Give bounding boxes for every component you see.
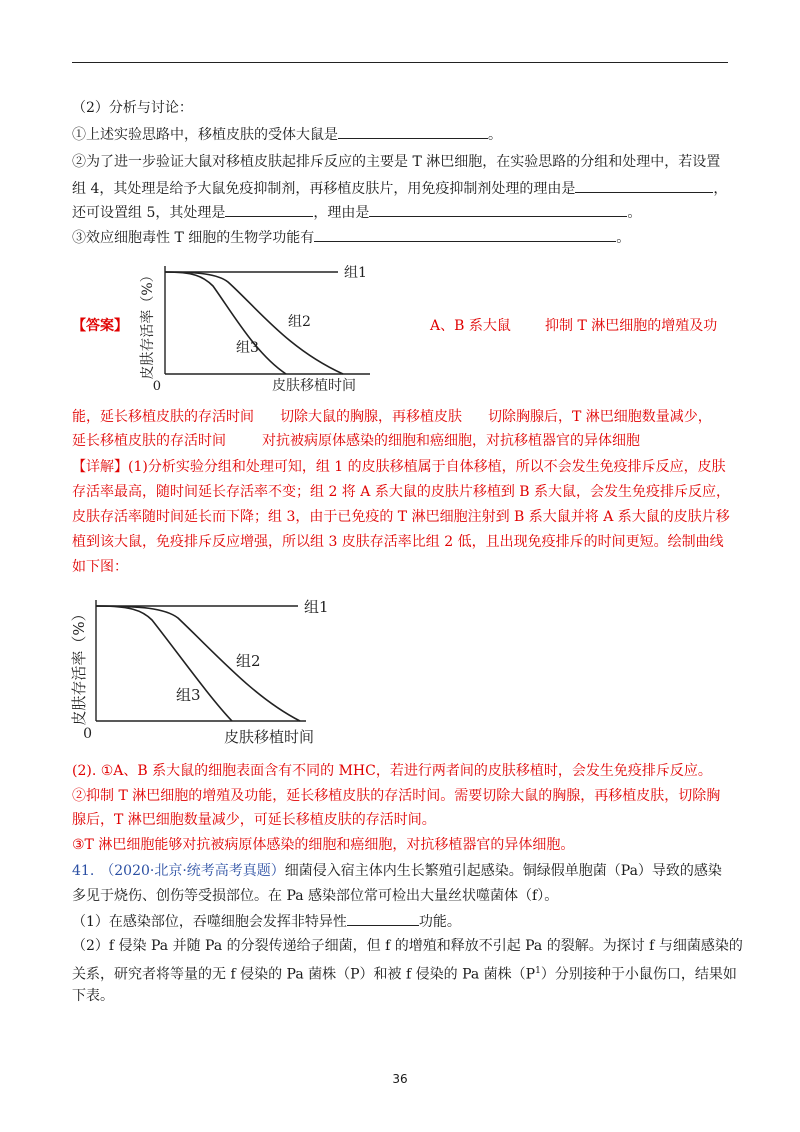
series-line-group3 [165, 272, 286, 374]
answer-blank[interactable] [575, 178, 713, 193]
question-source: （2020·北京·统考高考真题） [100, 863, 285, 879]
answer-1: A、B 系大鼠 [430, 318, 511, 334]
series-label: 组3 [176, 686, 201, 704]
q2-line-2: ②为了进一步验证大鼠对移植皮肤起排斥反应的主要是 T 淋巴细胞，在实验思路的分组和处理中，若设置 [72, 154, 721, 170]
survival-chart-svg [138, 254, 374, 396]
series-label: 组2 [288, 314, 311, 330]
detail-line-3: 皮肤存活率随时间延长而下降；组 3，由于已免疫的 T 淋巴细胞注射到 B 系大鼠并将 A 系大鼠的皮肤片移 [72, 509, 730, 525]
q41-sub-1: （1）在感染部位，吞噬细胞会发挥非特异性 功能。 [72, 911, 461, 932]
answer-blank[interactable] [369, 202, 627, 217]
page-number: 36 [392, 1072, 408, 1086]
origin-label: 0 [152, 379, 161, 394]
y-axis-label: 皮肤存活率（%） [70, 606, 88, 726]
answer-blank[interactable] [338, 124, 488, 139]
series-label: 组3 [236, 340, 259, 356]
q41-sub-2-line-1: （2）f 侵染 Pa 并随 Pa 的分裂传递给子细菌，但 f 的增殖和释放不引起 Pa 的裂解。为探讨 f 与细菌感染的 [72, 938, 743, 954]
answer-line-2: 能，延长移植皮肤的存活时间 切除大鼠的胸腺，再移植皮肤 切除胸腺后，T 淋巴细胞数量减少， [72, 409, 712, 425]
survival-chart-1 [138, 254, 374, 396]
q2-line-3: 组 4，其处理是给予大鼠免疫抑制剂，再移植皮肤片，用免疫抑制剂处理的理由是 ， [72, 178, 727, 199]
q2-line-4: 还可设置组 5，其处理是 ，理由是 。 [72, 202, 641, 223]
q41-sub-2-line-3: 下表。 [72, 988, 114, 1004]
x-axis-label: 皮肤移植时间 [224, 728, 315, 746]
answer-label: 【答案】 [72, 318, 128, 334]
q41-sub-2-line-2: 关系，研究者将等量的无 f 侵染的 Pa 菌株（P）和被 f 侵染的 Pa 菌株$(P^1)$分别接种于小鼠伤口，结果如 [72, 966, 737, 983]
series-label: 组1 [344, 265, 367, 281]
y-axis-label: 皮肤存活率（%） [140, 268, 156, 380]
q2-line-5: ③效应细胞毒性 T 细胞的生物学功能有 。 [72, 227, 630, 248]
answer-2: 抑制 T 淋巴细胞的增殖及功 [545, 318, 718, 334]
survival-chart-svg [70, 588, 370, 748]
answer-blank[interactable] [225, 202, 313, 217]
detail-line-2: 存活率最高，随时间延长存活率不变；组 2 将 A 系大鼠的皮肤片移植到 B 系大鼠，会发生免疫排斥反应， [72, 484, 731, 500]
origin-label: 0 [83, 726, 92, 742]
q41-line-1: 41. （2020·北京·统考高考真题）细菌侵入宿主体内生长繁殖引起感染。铜绿假单胞菌（Pa）导致的感染 [72, 863, 722, 879]
answer-line-3: 延长移植皮肤的存活时间 对抗被病原体感染的细胞和癌细胞，对抗移植器官的异体细胞 [72, 433, 640, 449]
detail-para-3: ②抑制 T 淋巴细胞的增殖及功能，延长移植皮肤的存活时间。需要切除大鼠的胸腺，再移植皮肤，切除胸 [72, 788, 721, 804]
detail-para-5: ③T 淋巴细胞能够对抗被病原体感染的细胞和癌细胞，对抗移植器官的异体细胞。 [72, 837, 575, 853]
series-line-group2 [165, 272, 343, 374]
q2-line-1: ①上述实验思路中，移植皮肤的受体大鼠是 。 [72, 124, 502, 145]
detail-line-4: 植到该大鼠，免疫排斥反应增强，所以组 3 皮肤存活率比组 2 低，且出现免疫排斥的时间更短。绘制曲线 [72, 534, 724, 550]
question-number: 41. [72, 863, 95, 879]
detail-line-1: 【详解】(1)分析实验分组和处理可知，组 1 的皮肤移植属于自体移植，所以不会发生免疫排斥反应，皮肤 [72, 459, 726, 475]
detail-para-2: (2). ①A、B 系大鼠的细胞表面含有不同的 MHC，若进行两者间的皮肤移植时，会发生免疫排斥反应。 [72, 763, 712, 779]
series-label: 组1 [304, 598, 329, 616]
series-line-group3 [96, 606, 232, 721]
q41-line-2: 多见于烧伤、创伤等受损部位。在 Pa 感染部位常可检出大量丝状噬菌体（f）。 [72, 888, 559, 904]
x-axis-label: 皮肤移植时间 [272, 378, 356, 394]
q2-heading: （2）分析与讨论： [72, 100, 193, 116]
answer-blank[interactable] [314, 227, 616, 242]
series-label: 组2 [236, 652, 261, 670]
detail-para-4: 腺后，T 淋巴细胞数量减少，可延长移植皮肤的存活时间。 [72, 812, 436, 828]
detail-line-5: 如下图： [72, 559, 128, 575]
header-rule [72, 62, 728, 63]
survival-chart-2 [70, 588, 370, 748]
answer-blank[interactable] [347, 911, 419, 926]
